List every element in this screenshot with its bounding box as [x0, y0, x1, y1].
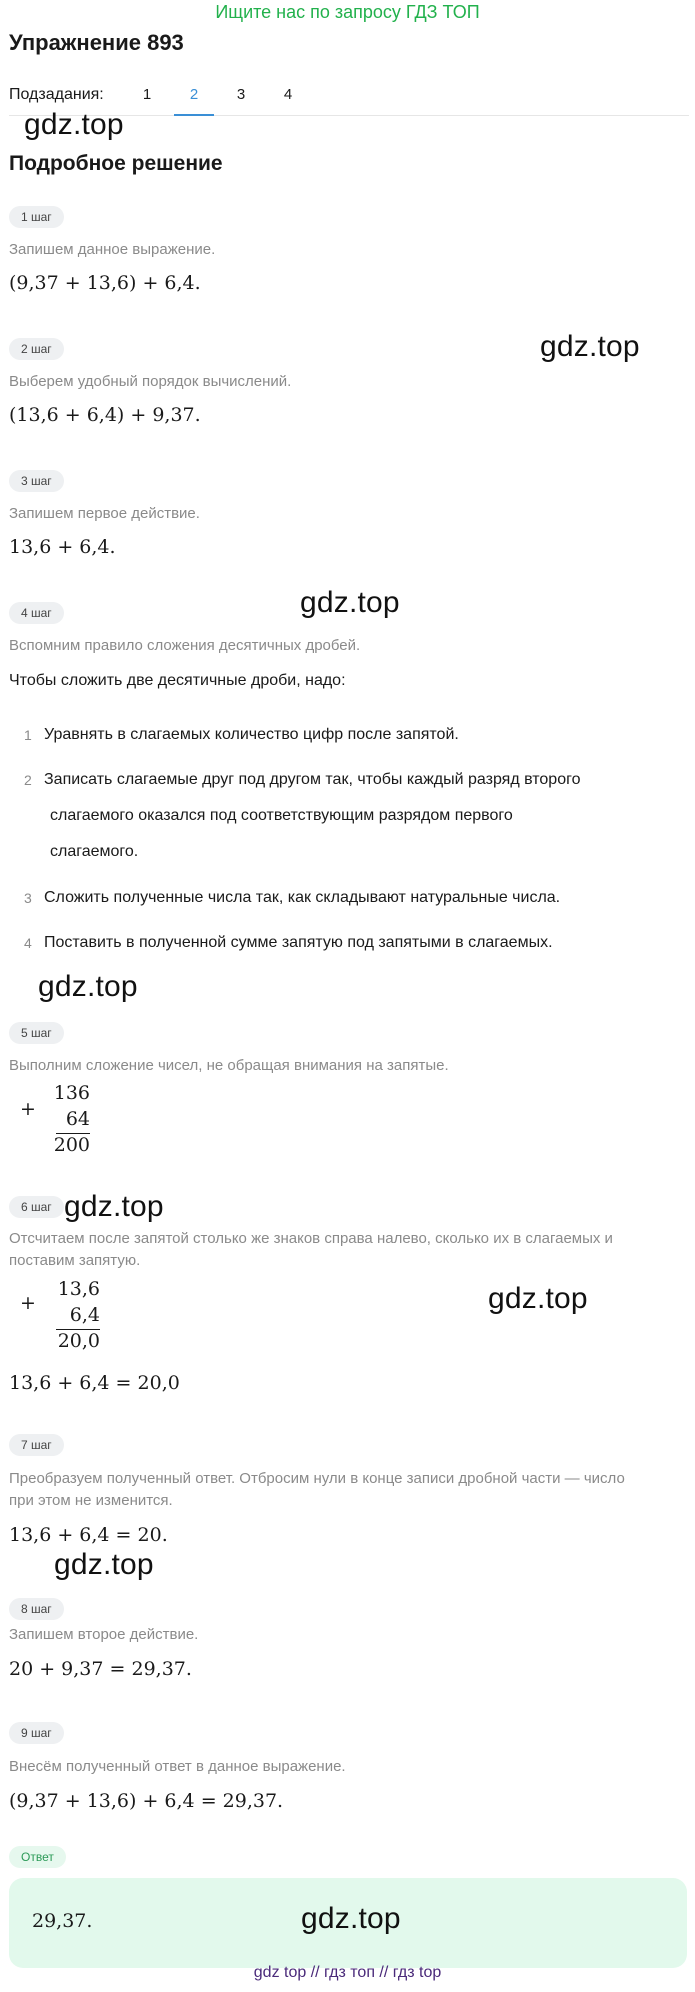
watermark: gdz.top [540, 330, 640, 363]
list-item: Записать слагаемые друг под другом так, чтобы каждый разряд второго [44, 771, 581, 788]
list-item: слагаемого. [50, 843, 139, 860]
step-text: Вспомним правило сложения десятичных дробей. [9, 637, 361, 654]
step-math: (9,37 + 13,6) + 6,4 = 29,37. [9, 1790, 284, 1812]
tab-subtask-1[interactable]: 1 [142, 86, 152, 103]
answer-box [9, 1878, 687, 1968]
column-addend-2: 64 [65, 1108, 90, 1130]
watermark: gdz.top [301, 1902, 401, 1935]
footer-links[interactable]: gdz top // гдз топ // гдз top [253, 1964, 442, 1981]
tab-subtask-3[interactable]: 3 [236, 86, 246, 103]
step-text: Преобразуем полученный ответ. Отбросим нули в конце записи дробной части — число [9, 1470, 625, 1487]
step-text: Запишем второе действие. [9, 1626, 199, 1643]
list-number: 4 [24, 935, 32, 951]
step-text: Отсчитаем после запятой столько же знаков справа налево, сколько их в слагаемых и [9, 1230, 613, 1247]
step-badge: 4 шаг [9, 602, 64, 624]
list-item: слагаемого оказался под соответствующим разрядом первого [50, 807, 513, 824]
step-math: 20 + 9,37 = 29,37. [9, 1658, 192, 1680]
step-text: Внесём полученный ответ в данное выражение. [9, 1758, 346, 1775]
active-tab-indicator [174, 114, 214, 116]
step-text: поставим запятую. [9, 1252, 141, 1269]
step-math: 13,6 + 6,4 = 20,0 [9, 1372, 180, 1394]
list-number: 2 [24, 772, 32, 788]
step-badge: 7 шаг [9, 1434, 64, 1456]
step-badge: 9 шаг [9, 1722, 64, 1744]
step-math: (9,37 + 13,6) + 6,4. [9, 272, 201, 294]
list-item: Поставить в полученной сумме запятую под запятыми в слагаемых. [44, 934, 553, 951]
list-item: Уравнять в слагаемых количество цифр после запятой. [44, 726, 459, 743]
step-math: (13,6 + 6,4) + 9,37. [9, 404, 201, 426]
step-badge: 6 шаг [9, 1196, 64, 1218]
answer-badge: Ответ [9, 1846, 66, 1868]
rule-intro: Чтобы сложить две десятичные дроби, надо: [9, 672, 346, 689]
page-title: Упражнение 893 [9, 30, 184, 55]
step-text: Запишем данное выражение. [9, 241, 216, 258]
list-number: 3 [24, 890, 32, 906]
answer-value: 29,37. [32, 1910, 93, 1932]
column-sum: 20,0 [57, 1330, 100, 1352]
step-text: Запишем первое действие. [9, 505, 200, 522]
step-math: 13,6 + 6,4 = 20. [9, 1524, 168, 1546]
search-banner[interactable]: Ищите нас по запросу ГДЗ ТОП [215, 2, 480, 22]
column-addend-1: 136 [53, 1082, 90, 1104]
column-addend-1: 13,6 [57, 1278, 100, 1300]
watermark: gdz.top [24, 108, 124, 141]
column-sum: 200 [53, 1134, 90, 1156]
section-title: Подробное решение [9, 152, 223, 175]
column-addend-2: 6,4 [69, 1304, 100, 1326]
step-badge: 1 шаг [9, 206, 64, 228]
watermark: gdz.top [488, 1282, 588, 1315]
step-text: Выполним сложение чисел, не обращая внимания на запятые. [9, 1057, 449, 1074]
step-text: Выберем удобный порядок вычислений. [9, 373, 292, 390]
list-number: 1 [24, 727, 32, 743]
tab-subtask-2[interactable]: 2 [189, 86, 199, 103]
tab-subtask-4[interactable]: 4 [283, 86, 293, 103]
watermark: gdz.top [38, 970, 138, 1003]
step-badge: 8 шаг [9, 1598, 64, 1620]
watermark: gdz.top [54, 1548, 154, 1581]
column-sign: + [20, 1292, 36, 1314]
step-math: 13,6 + 6,4. [9, 536, 116, 558]
step-badge: 2 шаг [9, 338, 64, 360]
column-sign: + [20, 1098, 36, 1120]
watermark: gdz.top [300, 586, 400, 619]
watermark: gdz.top [64, 1190, 164, 1223]
subtasks-label: Подзадания: [9, 86, 104, 103]
step-badge: 5 шаг [9, 1022, 64, 1044]
step-badge: 3 шаг [9, 470, 64, 492]
list-item: Сложить полученные числа так, как складывают натуральные числа. [44, 889, 561, 906]
step-text: при этом не изменится. [9, 1492, 173, 1509]
